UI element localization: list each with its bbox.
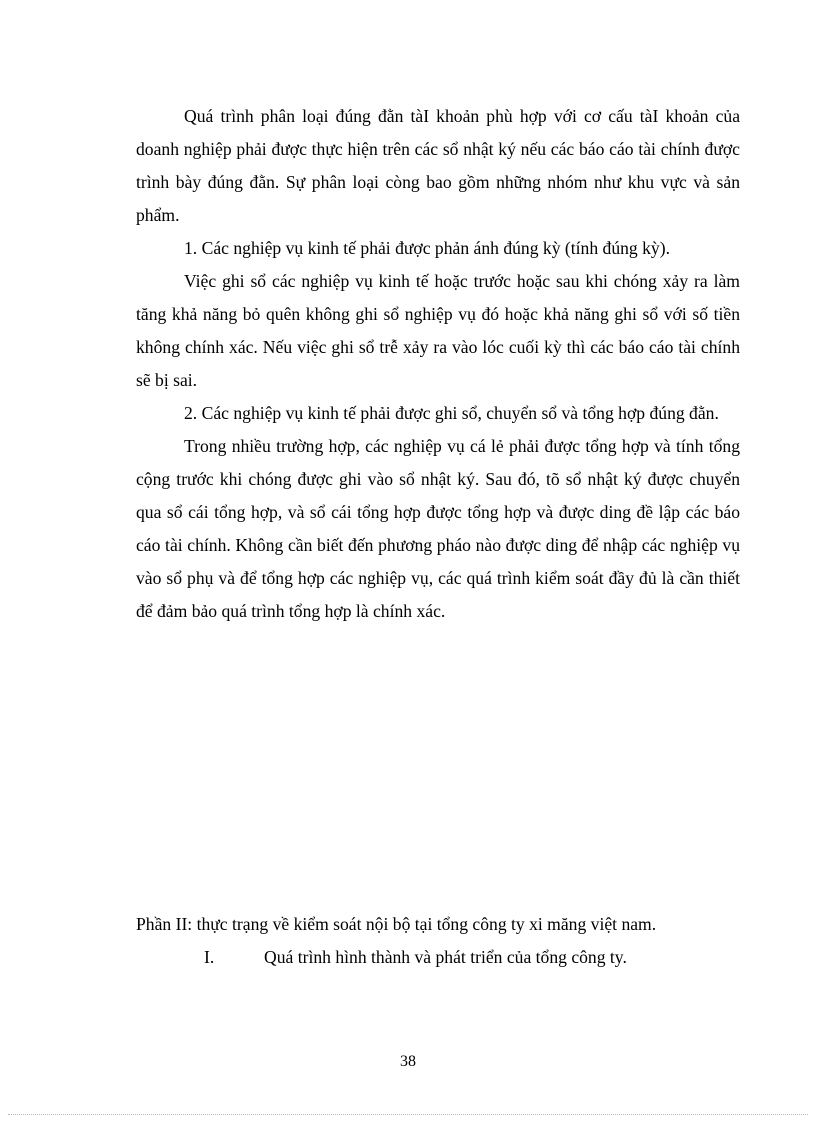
subsection-line <box>136 941 740 974</box>
bottom-divider <box>8 1114 808 1115</box>
section-block <box>136 908 740 974</box>
paragraph-list-item-2: 2. Các nghiệp vụ kinh tế phải được ghi sổ, chuyển sổ và tổng hợp đúng đằn. <box>184 403 719 423</box>
page-number: 38 <box>400 1053 416 1070</box>
document-body <box>136 100 740 628</box>
paragraph-2: Việc ghi sổ các nghiệp vụ kinh tế hoặc trước hoặc sau khi chóng xảy ra làm tăng khả năng bỏ quên không ghi sổ nghiệp vụ đó hoặc khả năng ghi sổ với số tiền không chính xác. Nếu việc ghi sổ trễ xảy ra vào lóc cuối kỳ thì các báo cáo tài chính sẽ bị sai. <box>136 271 740 390</box>
subsection-label: Quá trình hình thành và phát triển của tổng công ty. <box>264 947 627 967</box>
paragraph-1: Quá trình phân loại đúng đằn tàI khoản phù hợp với cơ cấu tàI khoản của doanh nghiệp phải được thực hiện trên các sổ nhật ký nếu các báo cáo tài chính được trình bày đúng đằn. Sự phân loại còng bao gồm những nhóm như khu vực và sản phẩm. <box>136 106 740 225</box>
subsection-number: I. <box>204 947 215 967</box>
paragraph-list-item-1: 1. Các nghiệp vụ kinh tế phải được phản ánh đúng kỳ (tính đúng kỳ). <box>184 238 670 258</box>
paragraph-3: Trong nhiều trường hợp, các nghiệp vụ cá lẻ phải được tổng hợp và tính tổng cộng trước khi chóng được ghi vào sổ nhật ký. Sau đó, tõ sổ nhật ký được chuyển qua sổ cái tổng hợp, và sổ cái tổng hợp được tổng hợp và được ding đề lập các báo cáo tài chính. Không cần biết đến phương pháo nào được ding để nhập các nghiệp vụ vào sổ phụ và để tổng hợp các nghiệp vụ, các quá trình kiểm soát đầy đủ là cần thiết để đảm bảo quá trình tổng hợp là chính xác. <box>136 436 740 621</box>
section-heading: Phần II: thực trạng về kiểm soát nội bộ tại tổng công ty xi măng việt nam. <box>136 914 657 934</box>
